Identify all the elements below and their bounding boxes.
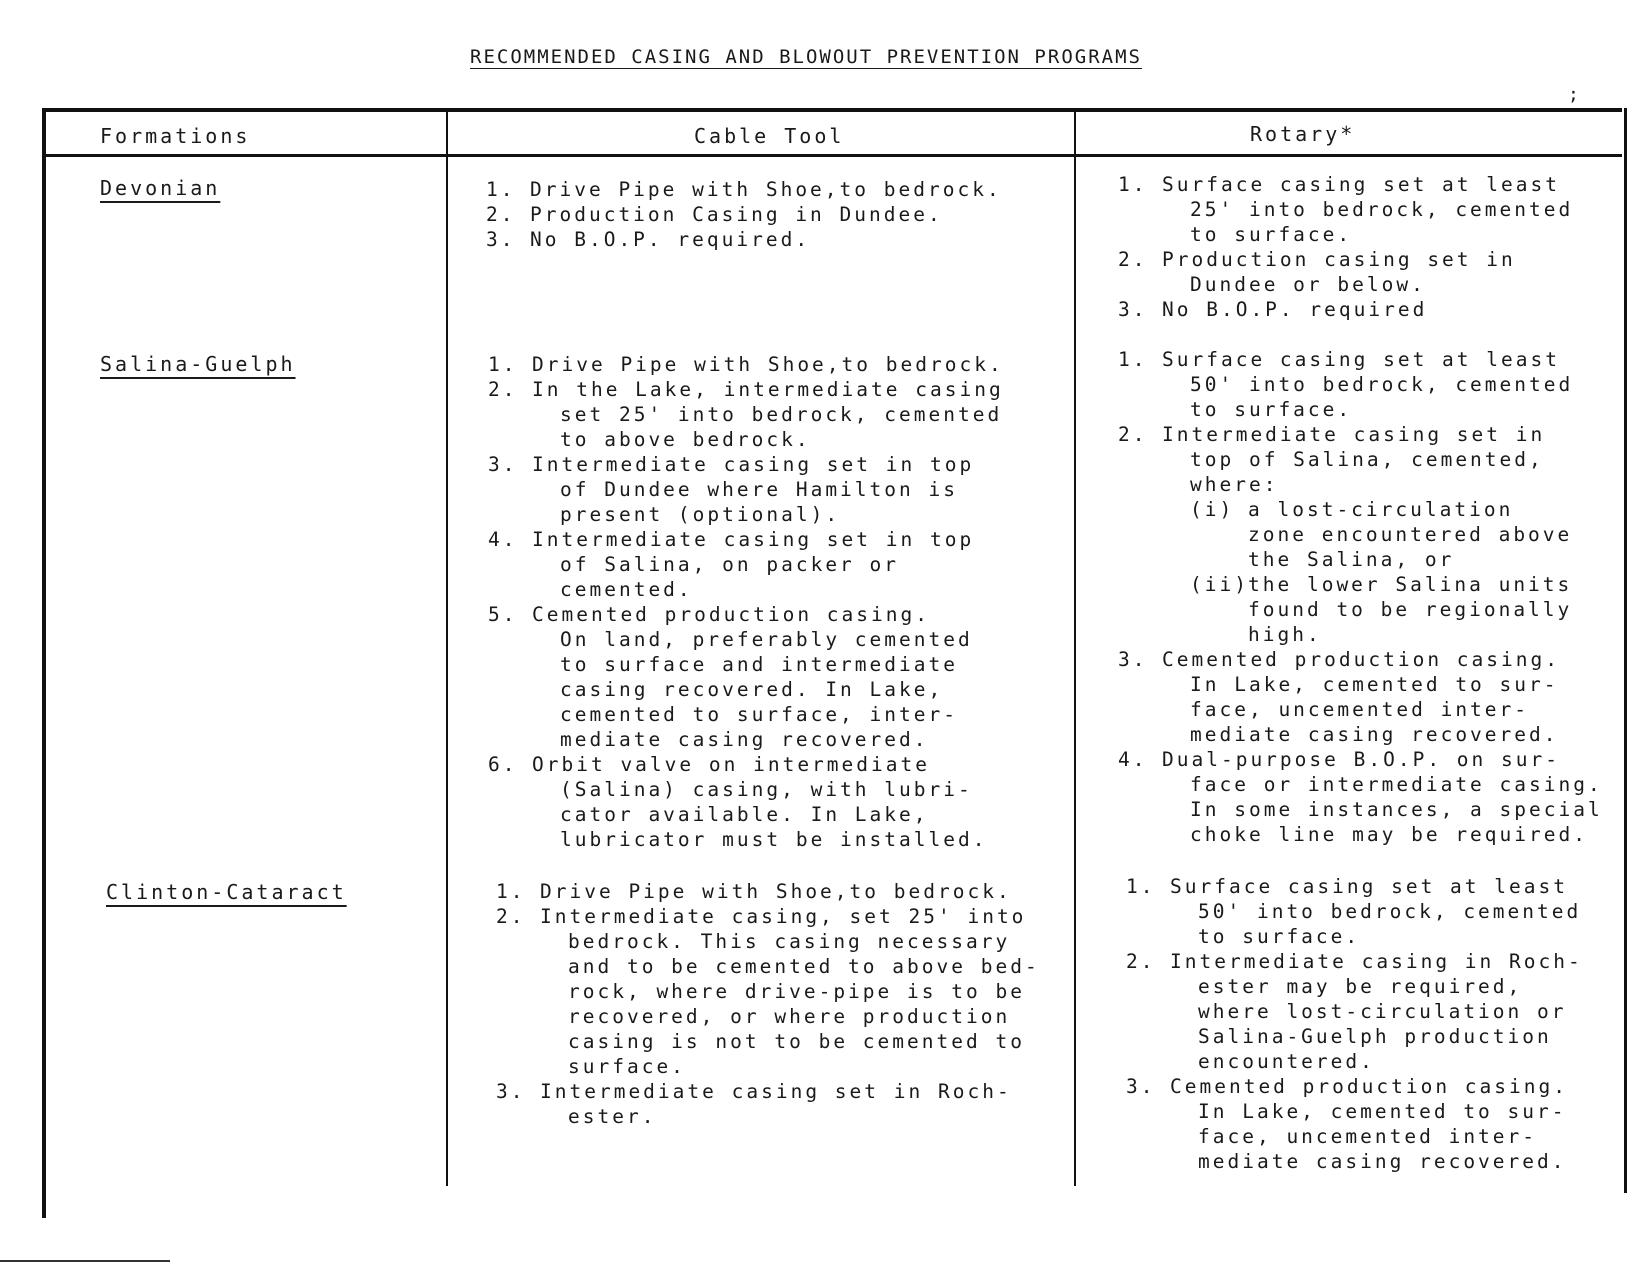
- item-line: and to be cemented to above bed-: [568, 955, 1040, 978]
- item-number: 1.: [1126, 875, 1156, 898]
- table-left-border: [42, 108, 46, 1218]
- item-line: Intermediate casing in Roch-: [1170, 950, 1583, 973]
- list-item: [1118, 172, 1618, 247]
- item-text: [1162, 422, 1618, 497]
- sub-item-line: a lost-circulation: [1248, 498, 1514, 521]
- item-line: Surface casing set at least: [1162, 173, 1560, 196]
- item-line: Drive Pipe with Shoe,to bedrock.: [540, 880, 1012, 903]
- item-text: [540, 904, 1066, 1079]
- list-item: [488, 352, 1058, 377]
- item-line: ester.: [568, 1105, 657, 1128]
- item-number: 2.: [1118, 423, 1148, 446]
- item-line: No B.O.P. required.: [530, 228, 811, 251]
- item-text: [1162, 297, 1618, 322]
- sub-item-line: the Salina, or: [1248, 548, 1455, 571]
- item-line: to surface.: [1190, 398, 1353, 421]
- list-item: [1126, 874, 1626, 949]
- sub-item: [1190, 497, 1618, 572]
- clinton-rotary-list: [1126, 874, 1626, 1174]
- formation-devonian: Devonian: [100, 176, 221, 200]
- item-number: 3.: [1118, 298, 1148, 321]
- item-text: [532, 602, 1058, 752]
- list-item: [488, 602, 1058, 752]
- column-divider-2: [1074, 110, 1076, 1186]
- item-line: of Salina, on packer or: [560, 553, 900, 576]
- item-line: No B.O.P. required: [1162, 298, 1428, 321]
- item-line: face, uncemented inter-: [1198, 1125, 1538, 1148]
- item-line: 25' into bedrock, cemented: [1190, 198, 1574, 221]
- item-line: lubricator must be installed.: [560, 828, 988, 851]
- item-number: 2.: [496, 905, 526, 928]
- header-bottom-border: [42, 154, 1622, 157]
- document-title: RECOMMENDED CASING AND BLOWOUT PREVENTION PROGRAMS: [470, 46, 1142, 68]
- item-line: face or intermediate casing.: [1190, 773, 1603, 796]
- salina-cable-tool-list: [488, 352, 1058, 852]
- list-item: [496, 904, 1066, 1079]
- item-line: Orbit valve on intermediate: [532, 753, 930, 776]
- item-line: Cemented production casing.: [1170, 1075, 1568, 1098]
- clinton-cable-tool-list: [496, 879, 1066, 1129]
- list-item: [488, 452, 1058, 527]
- sub-list: [1162, 497, 1618, 647]
- item-number: 1.: [486, 178, 516, 201]
- item-line: cemented.: [560, 578, 693, 601]
- item-number: 3.: [486, 228, 516, 251]
- item-line: On land, preferably cemented: [560, 628, 973, 651]
- item-text: [530, 227, 1046, 252]
- item-line: Drive Pipe with Shoe,to bedrock.: [530, 178, 1002, 201]
- sub-item-line: found to be regionally: [1248, 598, 1573, 621]
- item-line: where:: [1190, 473, 1279, 496]
- list-item: [486, 202, 1046, 227]
- item-line: 50' into bedrock, cemented: [1198, 900, 1582, 923]
- item-line: In Lake, cemented to sur-: [1190, 673, 1559, 696]
- item-text: [1170, 874, 1626, 949]
- item-text: [530, 202, 1046, 227]
- item-number: 1.: [1118, 348, 1148, 371]
- margin-mark: ;: [1568, 84, 1579, 105]
- formation-clinton-cataract: Clinton-Cataract: [106, 880, 347, 904]
- item-line: Dual-purpose B.O.P. on sur-: [1162, 748, 1560, 771]
- item-number: 4.: [488, 528, 518, 551]
- item-line: Production Casing in Dundee.: [530, 203, 943, 226]
- item-text: [1162, 247, 1618, 297]
- item-number: 2.: [1118, 248, 1148, 271]
- item-number: 4.: [1118, 748, 1148, 771]
- header-rotary: Rotary*: [1250, 122, 1356, 146]
- item-line: Intermediate casing set in top: [532, 453, 975, 476]
- item-line: 50' into bedrock, cemented: [1190, 373, 1574, 396]
- item-line: In Lake, cemented to sur-: [1198, 1100, 1567, 1123]
- item-text: [1170, 949, 1626, 1074]
- item-line: Cemented production casing.: [532, 603, 930, 626]
- sub-item: [1190, 572, 1618, 647]
- item-line: mediate casing recovered.: [1190, 723, 1559, 746]
- item-line: choke line may be required.: [1190, 823, 1588, 846]
- item-text: [532, 452, 1058, 527]
- item-line: set 25' into bedrock, cemented: [560, 403, 1003, 426]
- devonian-cable-tool-list: [486, 177, 1046, 252]
- item-line: In the Lake, intermediate casing: [532, 378, 1004, 401]
- item-text: [1170, 1074, 1626, 1174]
- item-number: 2.: [488, 378, 518, 401]
- item-line: Intermediate casing set in: [1162, 423, 1546, 446]
- salina-rotary-list: [1118, 347, 1618, 847]
- item-line: of Dundee where Hamilton is: [560, 478, 958, 501]
- item-line: bedrock. This casing necessary: [568, 930, 1011, 953]
- table-top-border: [42, 108, 1622, 112]
- list-item: [1118, 297, 1618, 322]
- list-item: [1118, 422, 1618, 647]
- sub-item-line: zone encountered above: [1248, 523, 1573, 546]
- header-cable-tool: Cable Tool: [694, 124, 845, 148]
- list-item: [1126, 1074, 1626, 1174]
- sub-item-number: (ii): [1190, 573, 1249, 596]
- item-line: casing is not to be cemented to: [568, 1030, 1025, 1053]
- list-item: [486, 227, 1046, 252]
- item-line: to surface and intermediate: [560, 653, 958, 676]
- item-line: Cemented production casing.: [1162, 648, 1560, 671]
- item-line: present (optional).: [560, 503, 841, 526]
- sub-item-number: (i): [1190, 498, 1235, 521]
- item-line: mediate casing recovered.: [1198, 1150, 1567, 1173]
- column-divider-1: [446, 110, 448, 1186]
- item-line: Production casing set in: [1162, 248, 1516, 271]
- list-item: [496, 1079, 1066, 1129]
- item-text: [532, 352, 1058, 377]
- item-number: 2.: [486, 203, 516, 226]
- item-text: [540, 879, 1066, 904]
- item-line: Drive Pipe with Shoe,to bedrock.: [532, 353, 1004, 376]
- item-text: [532, 752, 1058, 852]
- item-line: Intermediate casing set in Roch-: [540, 1080, 1012, 1103]
- item-line: Salina-Guelph production: [1198, 1025, 1552, 1048]
- list-item: [1118, 647, 1618, 747]
- item-line: cemented to surface, inter-: [560, 703, 958, 726]
- item-line: Surface casing set at least: [1162, 348, 1560, 371]
- list-item: [486, 177, 1046, 202]
- item-number: 3.: [1126, 1075, 1156, 1098]
- item-text: [1162, 347, 1618, 422]
- list-item: [496, 879, 1066, 904]
- item-text: [540, 1079, 1066, 1129]
- list-item: [1118, 247, 1618, 297]
- item-number: 1.: [496, 880, 526, 903]
- list-item: [488, 527, 1058, 602]
- item-line: Intermediate casing set in top: [532, 528, 975, 551]
- item-line: Surface casing set at least: [1170, 875, 1568, 898]
- item-line: to above bedrock.: [560, 428, 811, 451]
- item-number: 1.: [1118, 173, 1148, 196]
- item-number: 3.: [1118, 648, 1148, 671]
- list-item: [1118, 347, 1618, 422]
- item-line: ester may be required,: [1198, 975, 1523, 998]
- item-number: 6.: [488, 753, 518, 776]
- item-text: [532, 377, 1058, 452]
- item-line: In some instances, a special: [1190, 798, 1603, 821]
- item-text: [1162, 647, 1618, 747]
- item-number: 3.: [488, 453, 518, 476]
- list-item: [488, 752, 1058, 852]
- item-text: [530, 177, 1046, 202]
- item-line: Dundee or below.: [1190, 273, 1426, 296]
- item-line: rock, where drive-pipe is to be: [568, 980, 1025, 1003]
- item-line: (Salina) casing, with lubri-: [560, 778, 973, 801]
- item-number: 3.: [496, 1080, 526, 1103]
- item-line: surface.: [568, 1055, 686, 1078]
- item-line: to surface.: [1190, 223, 1353, 246]
- list-item: [488, 377, 1058, 452]
- item-line: face, uncemented inter-: [1190, 698, 1530, 721]
- item-text: [532, 527, 1058, 602]
- item-line: recovered, or where production: [568, 1005, 1011, 1028]
- item-line: mediate casing recovered.: [560, 728, 929, 751]
- item-line: top of Salina, cemented,: [1190, 448, 1544, 471]
- item-line: Intermediate casing, set 25' into: [540, 905, 1027, 928]
- item-number: 2.: [1126, 950, 1156, 973]
- item-line: cator available. In Lake,: [560, 803, 929, 826]
- item-line: where lost-circulation or: [1198, 1000, 1567, 1023]
- devonian-rotary-list: [1118, 172, 1618, 322]
- item-text: [1162, 747, 1618, 847]
- item-text: [1162, 172, 1618, 247]
- list-item: [1118, 747, 1618, 847]
- item-line: encountered.: [1198, 1050, 1375, 1073]
- formation-salina-guelph: Salina-Guelph: [100, 352, 296, 376]
- item-line: to surface.: [1198, 925, 1361, 948]
- header-formations: Formations: [100, 124, 251, 148]
- footer-rule: [0, 1260, 170, 1262]
- item-line: casing recovered. In Lake,: [560, 678, 944, 701]
- sub-item-line: high.: [1248, 623, 1322, 646]
- item-number: 5.: [488, 603, 518, 626]
- list-item: [1126, 949, 1626, 1074]
- sub-item-line: the lower Salina units: [1248, 573, 1573, 596]
- item-number: 1.: [488, 353, 518, 376]
